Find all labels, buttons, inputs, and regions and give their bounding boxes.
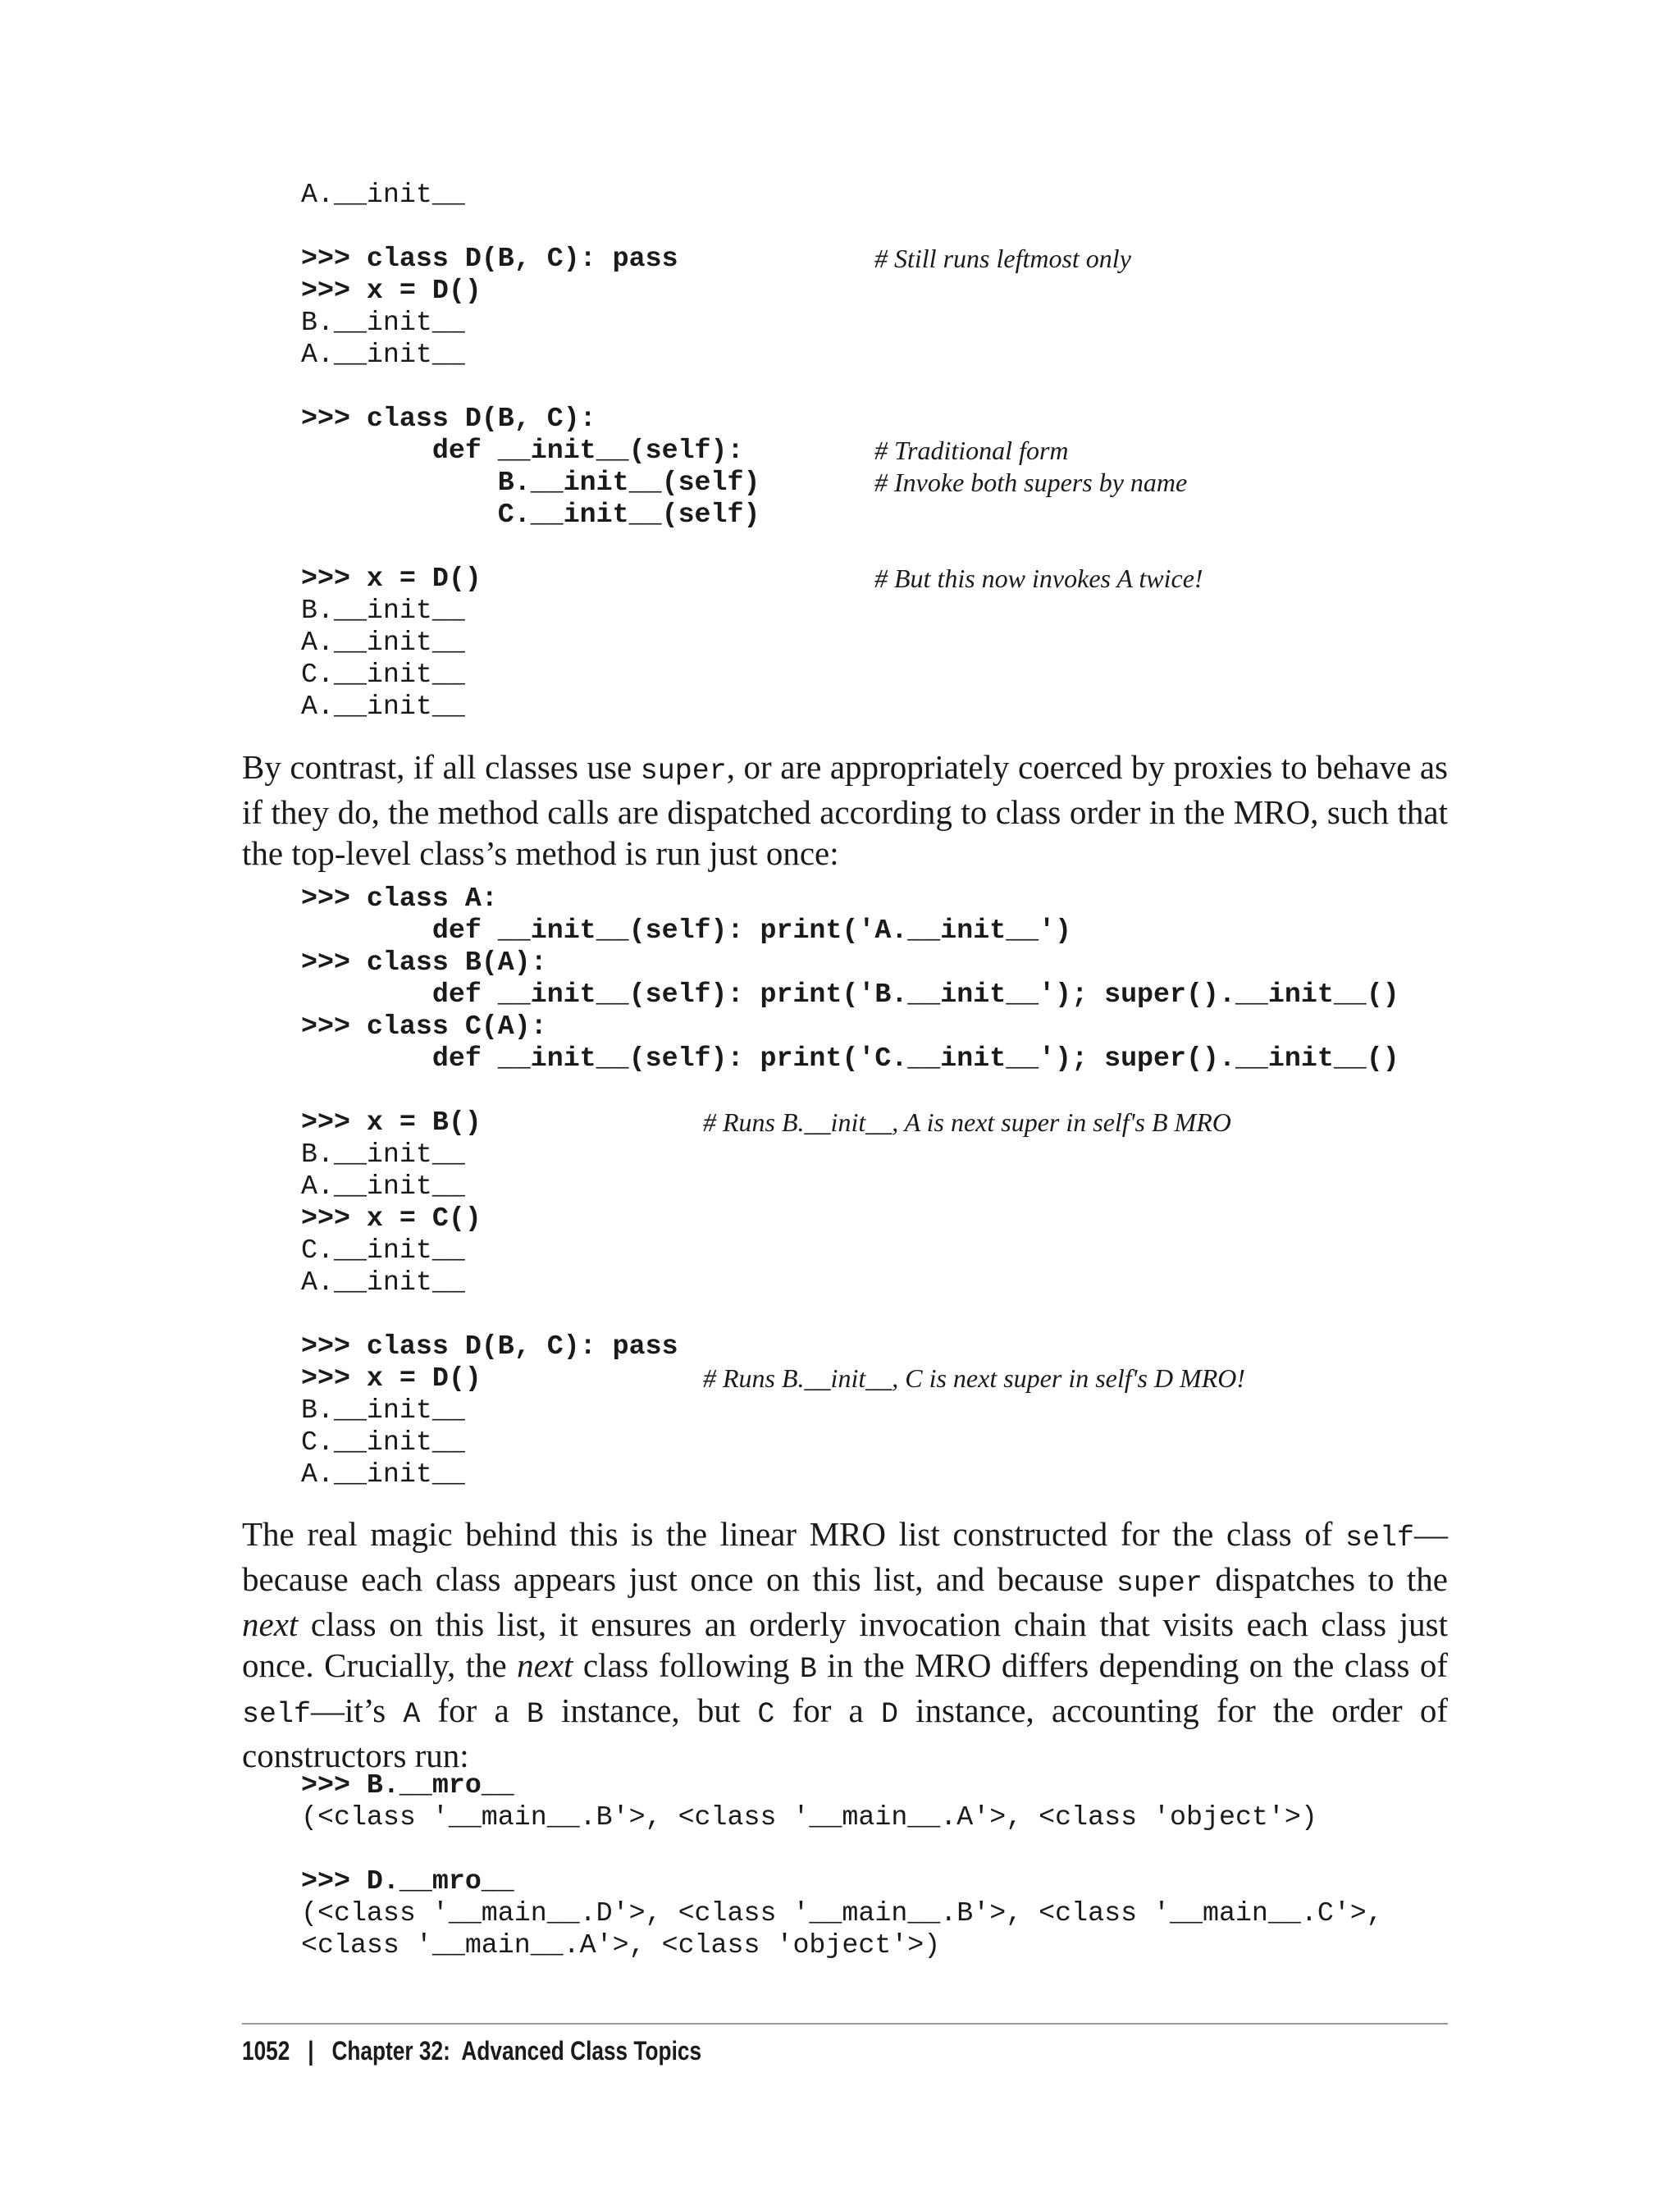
code-line: A.__init__	[301, 691, 465, 722]
footer-rule	[242, 2023, 1448, 2025]
page-number: 1052	[242, 2036, 290, 2066]
code-line: (<class '__main__.B'>, <class '__main__.A'>, <class 'object'>)	[301, 1801, 1317, 1833]
code-line: >>> x = D()	[301, 1363, 482, 1394]
code-comment: # But this now invokes A twice!	[874, 564, 1203, 593]
code-line: A.__init__	[301, 179, 465, 210]
code-line: A.__init__	[301, 1459, 465, 1490]
code-line: >>> class D(B, C): pass	[301, 1331, 678, 1362]
code-comment: # Invoke both supers by name	[874, 468, 1188, 497]
code-comment: # Runs B.__init__, A is next super in self's B MRO	[703, 1107, 1231, 1137]
code-line: >>> D.__mro__	[301, 1865, 514, 1897]
code-line: def __init__(self):	[301, 435, 744, 466]
code-line: >>> x = D()	[301, 275, 482, 306]
footer-separator: |	[308, 2036, 314, 2066]
code-line: <class '__main__.A'>, <class 'object'>)	[301, 1929, 941, 1961]
code-line: >>> x = C()	[301, 1203, 482, 1234]
code-line: def __init__(self): print('B.__init__'); super().__init__()	[301, 979, 1399, 1010]
code-line: >>> class B(A):	[301, 947, 547, 978]
code-line: >>> B.__mro__	[301, 1769, 514, 1801]
body-paragraph: By contrast, if all classes use super, or are appropriately coerced by proxies to behave as if they do, the method calls are dispatched according to class order in the MRO, such that the top-level class’s method is run just once:	[242, 748, 1448, 872]
code-line: A.__init__	[301, 339, 465, 370]
code-comment: # Runs B.__init__, C is next super in self's D MRO!	[703, 1363, 1246, 1393]
code-comment: # Still runs leftmost only	[874, 244, 1131, 273]
code-line: B.__init__	[301, 307, 465, 338]
code-line: C.__init__(self)	[301, 499, 760, 530]
code-line: C.__init__	[301, 1235, 465, 1266]
code-comment: # Traditional form	[874, 436, 1069, 465]
code-line: A.__init__	[301, 1171, 465, 1202]
chapter-title: Chapter 32: Advanced Class Topics	[331, 2036, 702, 2066]
code-line: A.__init__	[301, 627, 465, 658]
code-line: >>> class D(B, C):	[301, 403, 596, 434]
code-line: B.__init__	[301, 595, 465, 626]
code-line: B.__init__	[301, 1139, 465, 1170]
code-line: (<class '__main__.D'>, <class '__main__.B'>, <class '__main__.C'>,	[301, 1897, 1383, 1929]
code-line: C.__init__	[301, 1427, 465, 1458]
code-line: >>> x = B()	[301, 1107, 482, 1138]
code-line: def __init__(self): print('A.__init__')	[301, 915, 1072, 946]
code-line: def __init__(self): print('C.__init__'); super().__init__()	[301, 1043, 1399, 1074]
code-line: >>> x = D()	[301, 563, 482, 594]
code-line: >>> class C(A):	[301, 1011, 547, 1042]
code-line: >>> class D(B, C): pass	[301, 243, 678, 274]
code-line: C.__init__	[301, 659, 465, 690]
code-line: B.__init__(self)	[301, 467, 760, 498]
code-line: >>> class A:	[301, 883, 498, 914]
page-footer	[242, 2034, 701, 2067]
body-paragraph: The real magic behind this is the linear MRO list constructed for the class of self—because each class appears just once on this list, and because super dispatches to the next class on this list, it ensures an orderly invocation chain that visits each class just once. Crucially, the next class following B in the MRO differs depending on the class of self—it’s A for a B instance, but C for a D instance, accounting for the order of constructors run:	[242, 1515, 1449, 1774]
code-line: B.__init__	[301, 1395, 465, 1426]
code-line: A.__init__	[301, 1267, 465, 1298]
